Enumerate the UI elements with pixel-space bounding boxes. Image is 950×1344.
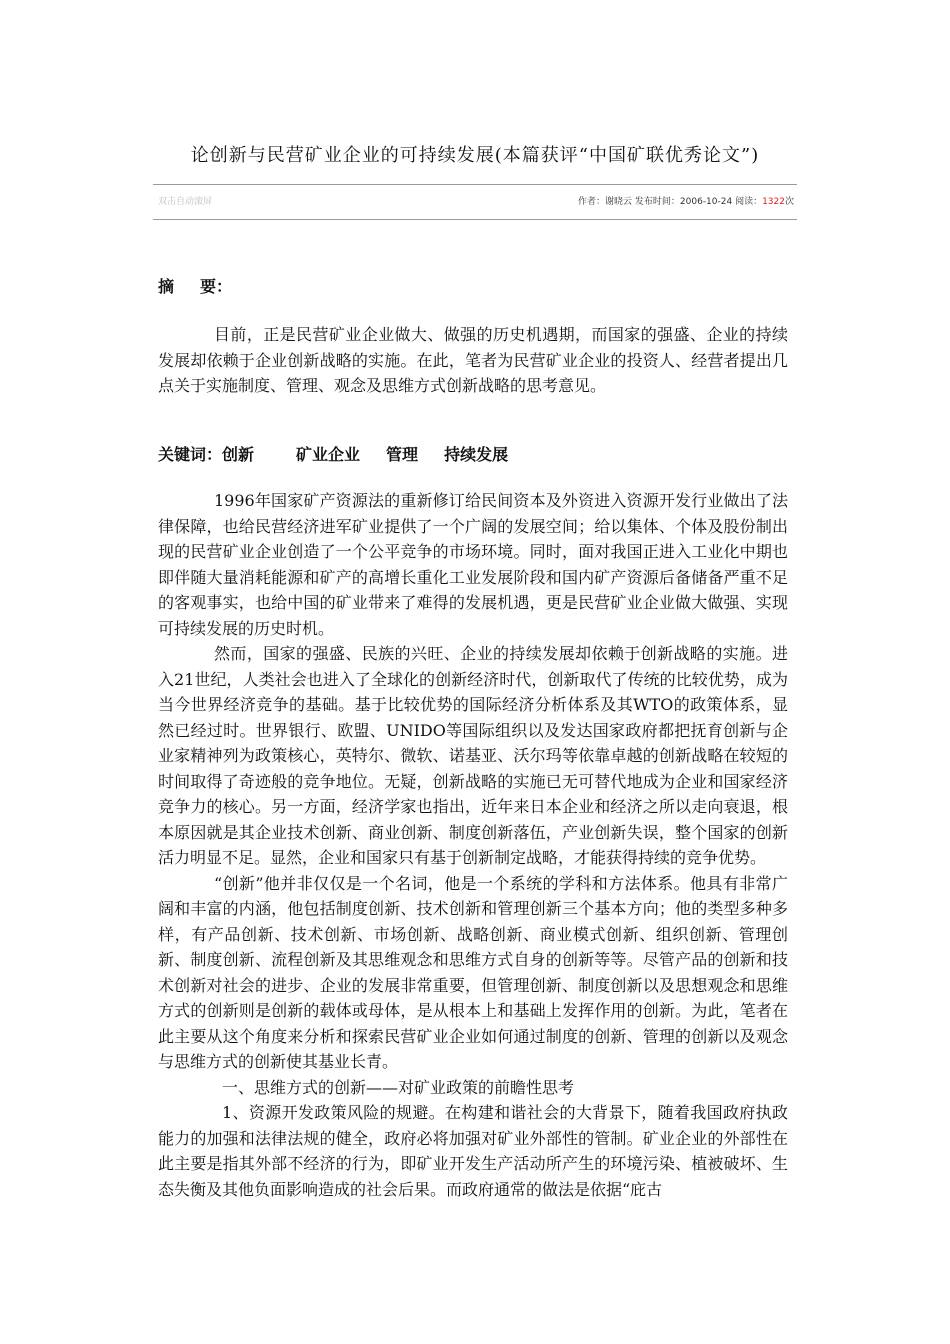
body-paragraph: 1、资源开发政策风险的规避。在构建和谐社会的大背景下，随着我国政府执政能力的加强和法律法规的健全，政府必将加强对矿业外部性的管制。矿业企业的外部性在此主要是指其外部不经济的行为，即矿业开发生产活动所产生的环境污染、植被破坏、生态失衡及其他负面影响造成的社会后果。而政府通常的做法是依据“庇古: [158, 1103, 788, 1199]
article-meta: [578, 194, 794, 210]
abstract-paragraph: 目前，正是民营矿业企业做大、做强的历史机遇期，而国家的强盛、企业的持续发展却依赖于企业创新战略的实施。在此，笔者为民营矿业企业的投资人、经营者提出几点关于实施制度、管理、观念及思维方式创新战略的思考意见。: [158, 325, 788, 395]
author-date-info: 作者：谢晓云 发布时间：2006-10-24 阅读：: [578, 197, 763, 207]
keywords-line: [158, 444, 508, 466]
read-count-suffix: 次: [784, 197, 794, 207]
abstract-body: [158, 322, 788, 399]
keyword-item: 持续发展: [444, 445, 509, 464]
keyword-item: 创新: [222, 445, 255, 464]
section-heading: 一、思维方式的创新——对矿业政策的前瞻性思考: [222, 1077, 575, 1097]
body-paragraph: 然而，国家的强盛、民族的兴旺、企业的持续发展却依赖于创新战略的实施。进入21世纪，人类社会也进入了全球化的创新经济时代，创新取代了传统的比较优势，成为当今世界经济竞争的基础。基于比较优势的国际经济分析体系及其WTO的政策体系，显然已经过时。世界银行、欧盟、UNIDO等国际组织以及发达国家政府都把抚育创新与企业家精神列为政策核心，英特尔、微软、诺基亚、沃尔玛等依靠卓越的创新战略在较短的时间取得了奇迹般的竞争地位。无疑，创新战略的实施已无可替代地成为企业和国家经济竞争力的核心。另一方面，经济学家也指出，近年来日本企业和经济之所以走向衰退，根本原因就是其企业技术创新、商业创新、制度创新落伍，产业创新失误，整个国家的创新活力明显不足。显然，企业和国家只有基于创新制定战略，才能获得持续的竞争优势。: [158, 644, 788, 867]
keyword-item: 管理: [386, 445, 419, 464]
read-count: 1322: [762, 197, 785, 207]
article-title: 论创新与民营矿业企业的可持续发展(本篇获评“中国矿联优秀论文”): [190, 145, 760, 166]
keywords-label: 关键词：: [158, 445, 223, 464]
article-body: [158, 488, 788, 1202]
abstract-heading: [158, 276, 232, 298]
abstract-heading-part-1: 摘: [158, 277, 175, 296]
keyword-item: 矿业企业: [296, 445, 361, 464]
abstract-heading-part-2: 要：: [200, 277, 233, 296]
body-paragraph: 1996年国家矿产资源法的重新修订给民间资本及外资进入资源开发行业做出了法律保障，也给民营经济进军矿业提供了一个广阔的发展空间；给以集体、个体及股份制出现的民营矿业企业创造了一个公平竞争的市场环境。同时，面对我国正进入工业化中期也即伴随大量消耗能源和矿产的高增长重化工业发展阶段和国内矿产资源后备储备严重不足的客观事实，也给中国的矿业带来了难得的发展机遇，更是民营矿业企业做大做强、实现可持续发展的历史时机。: [158, 491, 788, 638]
title-divider-top: [153, 184, 797, 185]
title-divider-bottom: [153, 219, 797, 220]
auto-scroll-link[interactable]: 双击自动滚屏: [158, 197, 213, 207]
body-paragraph: “创新”他并非仅仅是一个名词，他是一个系统的学科和方法体系。他具有非常广阔和丰富的内涵，他包括制度创新、技术创新和管理创新三个基本方向；他的类型多种多样，有产品创新、技术创新、市场创新、战略创新、商业模式创新、组织创新、管理创新、制度创新、流程创新及其思维观念和思维方式自身的创新等等。尽管产品的创新和技术创新对社会的进步、企业的发展非常重要，但管理创新、制度创新以及思想观念和思维方式的创新则是创新的载体或母体，是从根本上和基础上发挥作用的创新。为此，笔者在此主要从这个角度来分析和探索民营矿业企业如何通过制度的创新、管理的创新以及观念与思维方式的创新使其基业长青。: [158, 873, 788, 1071]
article-meta-bar: [158, 194, 794, 210]
